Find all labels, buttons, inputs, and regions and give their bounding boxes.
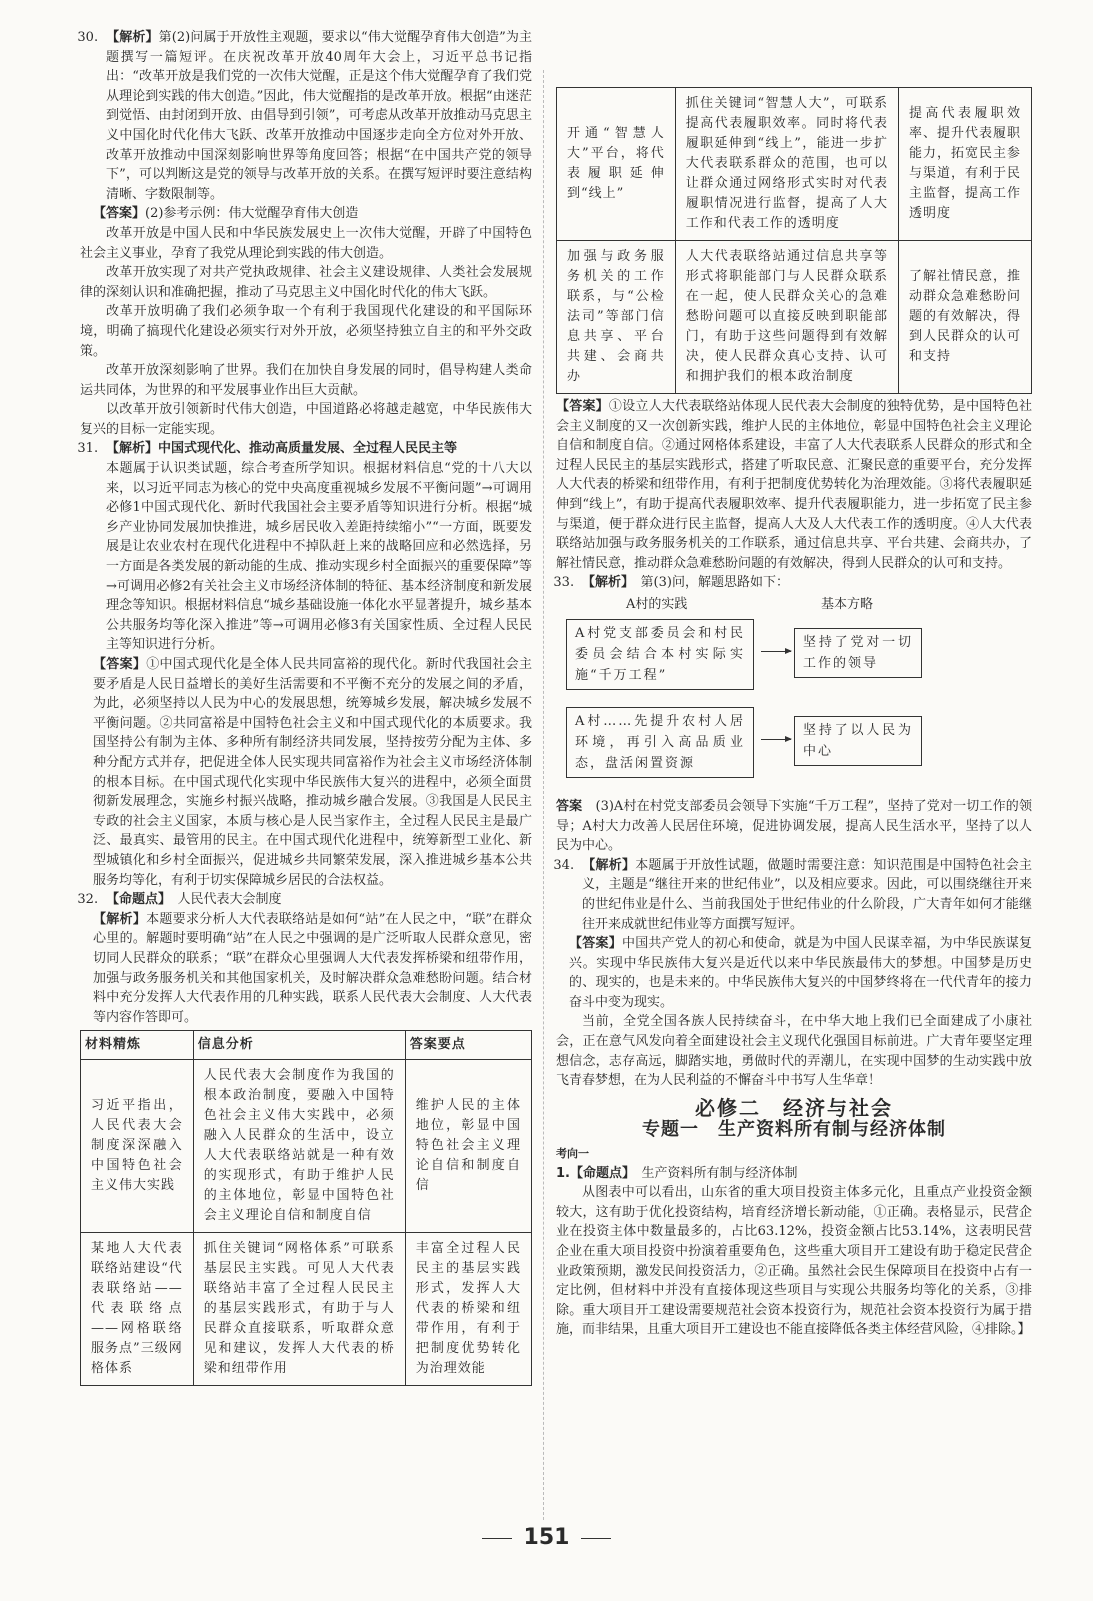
table-row: 加强与政务服务机关的工作联系，与“公检法司”等部门信息共享、平台共建、会商共办 人大代表联络站通过信息共享等形式将职能部门与人民群众联系在一起，使人民群众关心的急难愁盼问题可以直接反映到职能部门，有助于这些问题得到有效解决，使人民群众真心支持、认可和拥护我们的根本政治制度 了解社情民意，推动群众急难愁盼问题的有效解决，得到人民群众的认可和支持	[557, 241, 1032, 394]
q31: 31. 【解析】中国式现代化、推动高质量发展、全过程人民民主等 本题属于认识类试题，综合考查所学知识。根据材料信息“党的十八大以来，以习近平同志为核心的党中央高度重视城乡发展不平衡问题”→可调用必修1中国式现代化、新时代我国社会主要矛盾等知识进行分析。根据“城乡产业协同发展加快推进，城乡居民收入差距持续缩小”“一方面，既要发展是让农业农村在现代化进程中不掉队赶上来的战略回应和必然选择，另一方面是各类发展的新动能的生成、推动实现乡村全面振兴的重要保障”等→可调用必修2有关社会主义市场经济体制的特征、基本经济制度和新发展理念等知识。根据材料信息“城乡基础设施一体化水平显著提升，城乡基本公共服务均等化深入推进”等→可调用必修3有关国家性质、全过程人民民主等知识进行分析。 【答案】①中国式现代化是全体人民共同富裕的现代化。新时代我国社会主要矛盾是人民日益增长的美好生活需要和不平衡不充分的发展之间的矛盾，为此，必须坚持以人民为中心的发展思想，统筹城乡发展，解决城乡发展不平衡问题。②共同富裕是中国特色社会主义和中国式现代化的本质要求。我国坚持公有制为主体、多种所有制经济共同发展，坚持按劳分配为主体、多种分配方式并存，把促进全体人民实现共同富裕作为社会主义市场经济体制的根本目标。在中国式现代化实现中华民族伟大复兴的进程中，必须全面贯彻新发展理念，实施乡村振兴战略，推动城乡融合发展。③我国是人民民主专政的社会主义国家，本质与核心是人民当家作主，全过程人民民主是最广泛、最真实、最管用的民主。在中国式现代化进程中，统筹新型工业化、新型城镇化和乡村全面振兴，促进城乡共同繁荣发展，深入推进城乡基本公共服务均等化，有利于切实保障城乡居民的合法权益。	[77, 441, 532, 888]
column-divider	[543, 70, 544, 1520]
solution-flow-diagram: A村的实践 基本方略 A村党支部委员会和村民委员会结合本村实际实施“千万工程” 坚持了党对一切工作的领导 A村……先提升农村人居环境，再引入高品质业态，盘活闲置资源 坚持了以人民为中心	[556, 595, 1032, 791]
table-row: 习近平指出，人民代表大会制度深深融入中国特色社会主义伟大实践 人民代表大会制度作为我国的根本政治制度，要融入中国特色社会主义伟大实践中，必须融入人民群众的生活中，设立人大代表联络站就是一种有效的实现形式，有助于维护人民的主体地位，彰显中国特色社会主义理论自信和制度自信 维护人民的主体地位，彰显中国特色社会主义理论自信和制度自信	[81, 1060, 532, 1233]
analysis-table-part2	[556, 87, 1032, 394]
analysis-table-part1: 材料精炼 信息分析 答案要点 习近平指出，人民代表大会制度深深融入中国特色社会主义伟大实践 人民代表大会制度作为我国的根本政治制度，要融入中国特色社会主义伟大实践中，必须融入人民群众的生活中，设立人大代表联络站就是一种有效的实现形式，有助于维护人民的主体地位，彰显中国特色社会主义理论自信和制度自信 维护人民的主体地位，彰显中国特色社会主义理论自信和制度自信 某地人大代表联络站建设“代表联络站——代表联络点——网格联络服务点”三级网格体系 抓住关键词“网格体系”可联系基层民主实践。可见人大代表联络站丰富了全过程人民民主的基层实践形式，有助于与人民群众直接联系，听取群众意见和建议，发挥人大代表的桥梁和纽带作用 丰富全过程人民民主的基层实践形式，发挥人大代表的桥梁和纽带作用，有利于把制度优势转化为治理效能	[80, 1030, 532, 1386]
arrow-icon	[761, 651, 791, 652]
table-row: 开通“智慧人大”平台，将代表履职延伸到“线上” 抓住关键词“智慧人大”，可联系提高代表履职效率。同时将代表履职延伸到“线上”，能进一步扩大代表联系群众的范围，也可以让群众通过网络形式实时对代表履职情况进行监督，提高了人大工作和代表工作的透明度 提高代表履职效率、提升代表履职能力，拓宽民主参与渠道，有利于民主监督，提高工作透明度	[557, 88, 1032, 241]
q30: 30. 【解析】第(2)问属于开放性主观题，要求以“伟大觉醒孕育伟大创造”为主题撰写一篇短评。在庆祝改革开放40周年大会上，习近平总书记指出：“改革开放是我们党的一次伟大觉醒，正是这个伟大觉醒孕育了我们党从理论到实践的伟大创造。”因此，伟大觉醒指的是改革开放。根据“由迷茫到觉悟、由封闭到开放、由倡导到引领”，可考虑从改革开放推动马克思主义中国化时代化伟大飞跃、改革开放推动中国逐步走向全方位对外开放、改革开放推动中国深刻影响世界等角度回答；根据“在中国共产党的领导下”，可以判断这是党的领导与改革开放的关系。在撰写短评时要注意结构清晰、字数限制等。 【答案】(2)参考示例：伟大觉醒孕育伟大创造 改革开放是中国人民和中华民族发展史上一次伟大觉醒，开辟了中国特色社会主义事业，孕育了我党从理论到实践的伟大创造。 改革开放实现了对共产党执政规律、社会主义建设规律、人类社会发展规律的深刻认识和准确把握，推动了马克思主义中国化时代化的伟大飞跃。 改革开放明确了我们必须争取一个有利于我国现代化建设的和平国际环境，明确了搞现代化建设必须实行对外开放，必须坚持独立自主的和平外交政策。 改革开放深刻影响了世界。我们在加快自身发展的同时，倡导构建人类命运共同体，为世界的和平发展事业作出巨大贡献。 以改革开放引领新时代伟大创造，中国道路必将越走越宽，中华民族伟大复兴的目标一定能实现。	[77, 30, 532, 437]
section-title: 必修二 经济与社会	[695, 1095, 893, 1120]
table-row: 某地人大代表联络站建设“代表联络站——代表联络点——网格联络服务点”三级网格体系 抓住关键词“网格体系”可联系基层民主实践。可见人大代表联络站丰富了全过程人民民主的基层实践形式，有助于与人民群众直接联系，听取群众意见和建议，发挥人大代表的桥梁和纽带作用 丰富全过程人民民主的基层实践形式，发挥人大代表的桥梁和纽带作用，有利于把制度优势转化为治理效能	[81, 1233, 532, 1386]
q33-answer: 答案 (3)A村在村党支部委员会领导下实施“千万工程”，坚持了党对一切工作的领导；A村大力改善人民居住环境，促进协调发展，提高人民生活水平，坚持了以人民为中心。	[556, 798, 1032, 854]
left-column	[77, 28, 532, 1389]
section-subtitle: 专题一 生产资料所有制与经济体制	[642, 1119, 946, 1141]
q32: 32. 【命题点】 人民代表大会制度 【解析】本题要求分析人大代表联络站是如何“站”在人民之中，“联”在群众心里的。解题时要明确“站”在人民之中强调的是广泛听取人民群众意见，密切同人民群众的联系；“联”在群众心里强调人大代表发挥桥梁和纽带作用，加强与政务服务机关和其他国家机关，及时解决群众急难愁盼问题。结合材料中充分发挥人大代表作用的几种实践，联系人民代表大会制度、人大代表等内容作答即可。	[77, 892, 532, 1025]
q32-answer: 【答案】①设立人大代表联络站体现人民代表大会制度的独特优势，是中国特色社会主义制度的又一次创新实践，维护人民的主体地位，彰显中国特色社会主义理论自信和制度自信。②通过网格体系建设，丰富了人大代表联系人民群众的形式和全过程人民民主的基层实践形式，搭建了听取民意、汇聚民意的重要平台，充分发挥人大代表的桥梁和纽带作用，有利于把制度优势转化为治理效能。③将代表履职延伸到“线上”，有助于提高代表履职效率、提升代表履职能力，进一步拓宽了民主参与渠道，便于群众进行民主监督，提高人大及人大代表工作的透明度。④人大代表联络站加强与政务服务机关的工作联系，通过信息共享、平台共建、会商共办，了解社情民意，推动群众急难愁盼问题的有效解决，得到人民群众的认可和支持。	[556, 399, 1032, 571]
q34: 34. 【解析】本题属于开放性试题，做题时需要注意：知识范围是中国特色社会主义，主题是“继往开来的世纪伟业”，以及相应要求。因此，可以围绕继往开来的世纪伟业是什么、当前我国处于世纪伟业的什么阶段，广大青年如何才能继往开来成就世纪伟业等方面撰写短评。 【答案】中国共产党人的初心和使命，就是为中国人民谋幸福，为中华民族谋复兴。实现中华民族伟大复兴是近代以来中华民族最伟大的梦想。中国梦是历史的、现实的，也是未来的。中华民族伟大复兴的中国梦终将在一代代青年的接力奋斗中变为现实。 当前，全党全国各族人民持续奋斗，在中华大地上我们已全面建成了小康社会，正在意气风发向着全面建设社会主义现代化强国目标前进。广大青年要坚定理想信念，志存高远，脚踏实地，勇做时代的弄潮儿，在实现中国梦的生动实践中放飞青春梦想，在为人民利益的不懈奋斗中书写人生华章！	[553, 857, 1032, 1089]
right-column: 开通“智慧人大”平台，将代表履职延伸到“线上” 抓住关键词“智慧人大”，可联系提高代表履职效率。同时将代表履职延伸到“线上”，能进一步扩大代表联系群众的范围，也可以让群众通过网络形式实时对代表履职情况进行监督，提高了人大工作和代表工作的透明度 提高代表履职效率、提升代表履职能力，拓宽民主参与渠道，有利于民主监督，提高工作透明度 加强与政务服务机关的工作联系，与“公检法司”等部门信息共享、平台共建、会商共办 人大代表联络站通过信息共享等形式将职能部门与人民群众联系在一起，使人民群众关心的急难愁盼问题可以直接反映到职能部门，有助于这些问题得到有效解决，使人民群众真心支持、认可和拥护我们的根本政治制度 了解社情民意，推动群众急难愁盼问题的有效解决，得到人民群众的认可和支持 【答案】①设立人大代表联络站体现人民代表大会制度的独特优势，是中国特色社会主义制度的又一次创新实践，维护人民的主体地位，彰显中国特色社会主义理论自信和制度自信。②通过网格体系建设，丰富了人大代表联系人民群众的形式和全过程人民民主的基层实践形式，搭建了听取民意、汇聚民意的重要平台，充分发挥人大代表的桥梁和纽带作用，有利于把制度优势转化为治理效能。③将代表履职延伸到“线上”，有助于提高代表履职效率、提升代表履职能力，进一步拓宽了民主参与渠道，便于群众进行民主监督，提高人大及人大代表工作的透明度。④人大代表联络站加强与政务服务机关的工作联系，通过信息共享、平台共建、会商共办，了解社情民意，推动群众急难愁盼问题的有效解决，得到人民群众的认可和支持。 33. 【解析】 第(3)问，解题思路如下： A村的实践 基本方略 A村党支部委员会和村民委员会结合本村实际实施“千万工程” 坚持了党对一切工作的领导 A村……先提升农村人居环境，再引入高品质业态，盘活闲置资源 坚持了以人民为中心 答案 (3)A村在村党支部委员会领导下实施“千万工程”，坚持了党对一切工作的领导；A村大力改善人民居住环境，促进协调发展，提高人民生活水平，坚持了以人民为中心。 34. 【解析】本题属于开放性试题，做题时需要注意：知识范围是中国特色社会主义，主题是“继往开来的世纪伟业”，以及相应要求。因此，可以围绕继往开来的世纪伟业是什么、当前我国处于世纪伟业的什么阶段，广大青年如何才能继往开来成就世纪伟业等方面撰写短评。 【答案】中国共产党人的初心和使命，就是为中国人民谋幸福，为中华民族谋复兴。实现中华民族伟大复兴是近代以来中华民族最伟大的梦想。中国梦是历史的、现实的，也是未来的。中华民族伟大复兴的中国梦终将在一代代青年的接力奋斗中变为现实。 当前，全党全国各族人民持续奋斗，在中华大地上我们已全面建成了小康社会，正在意气风发向着全面建设社会主义现代化强国目标前进。广大青年要坚定理想信念，志存高远，脚踏实地，勇做时代的弄潮儿，在实现中国梦的生动实践中放飞青春梦想，在为人民利益的不懈奋斗中书写人生华章！ 必修二 经济与社会 专题一 生产资料所有制与经济体制 考向一 1.【命题点】 生产资料所有制与经济体制 从图表中可以看出，山东省的重大项目投资主体多元化，且重点产业投资金额较大，这有助于优化投资结构，培育经济增长新动能，①正确。表格显示，民营企业在投资主体中数量最多的，占比63.12%，投资金额占比53.14%，这表明民营企业在重大项目投资中扮演着重要角色，这些重大项目开工建设有助于稳定民营企业政策预期，激发民间投资活力，②正确。虽然社会民生保障项目在投资中占有一定比例，但材料中并没有直接体现这些项目与实现公共服务均等化的关系，③排除。重大项目开工建设需要规范社会资本投资行为，规范社会资本投资行为属于措施，而非结果，且重大项目开工建设也不能直接降低各类主体经营风险，④排除。】	[556, 84, 1032, 1340]
q33: 33. 【解析】 第(3)问，解题思路如下：	[553, 575, 789, 591]
arrow-icon	[761, 739, 791, 740]
page-number: 151	[0, 1528, 1093, 1548]
